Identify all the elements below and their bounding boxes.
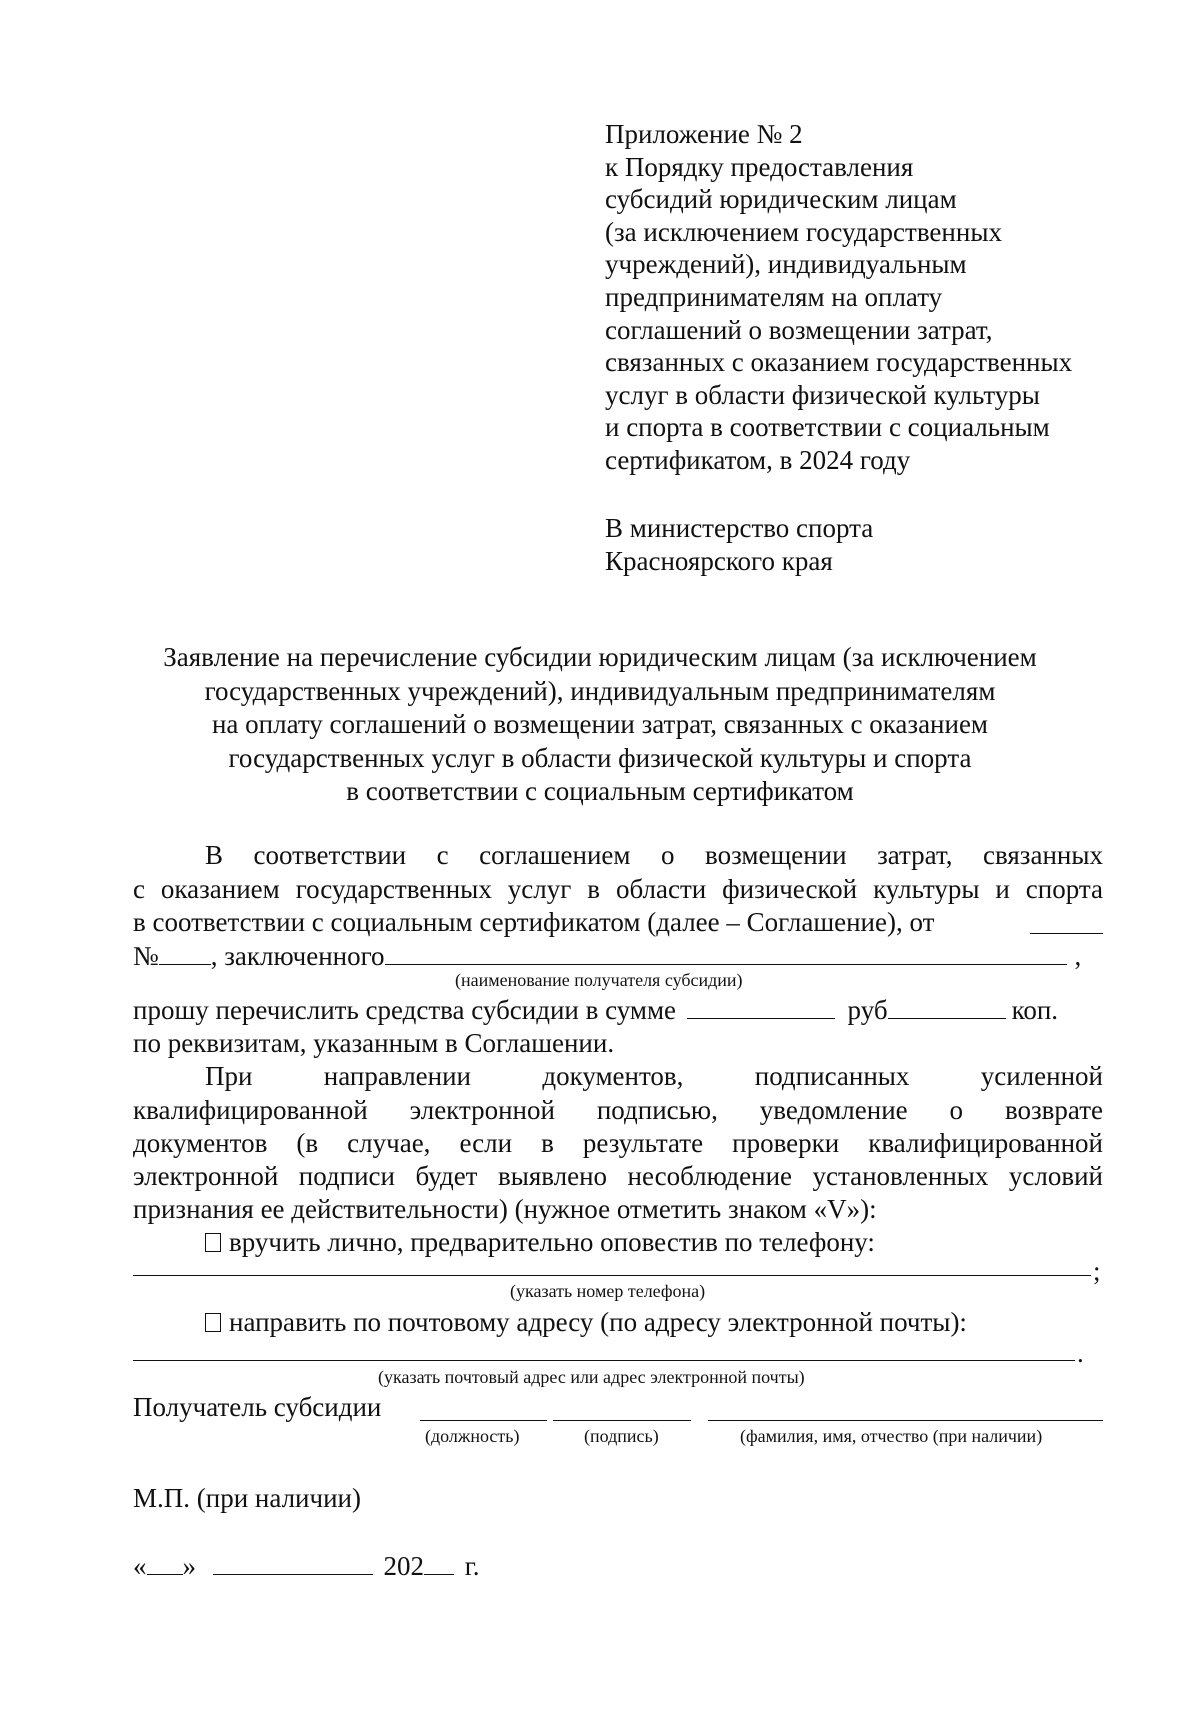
appendix-line: соглашений о возмещении затрат,	[605, 314, 993, 345]
paragraph-1-line-1: В соответствии с соглашением о возмещении затрат, связанных	[205, 840, 1103, 870]
appendix-line: связанных с оказанием государственных	[605, 347, 1073, 378]
option-deliver-personally	[205, 1229, 875, 1256]
phone-field[interactable]	[133, 1275, 1091, 1276]
appendix-line: предпринимателям на оплату	[605, 281, 943, 312]
title-line: Заявление на перечисление субсидии юридическим лицам (за исключением	[163, 642, 1037, 672]
paragraph-2-line-4: электронной подписи будет выявлено несоблюдение установленных условий	[133, 1161, 1103, 1191]
recipient-name-field[interactable]	[385, 942, 1067, 965]
day-field[interactable]	[147, 1552, 183, 1575]
year-prefix: 202	[383, 1551, 424, 1581]
deliver-personally-checkbox[interactable]	[205, 1233, 221, 1252]
requisites-line: по реквизитам, указанным в Соглашении.	[133, 1028, 615, 1058]
option-send-by-mail	[205, 1309, 967, 1336]
appendix-line: и спорта в соответствии с социальным	[605, 412, 1050, 443]
concluded-text: , заключенного	[210, 941, 385, 971]
document-title	[0, 641, 1200, 809]
recipient-label: Получатель субсидии	[133, 1392, 382, 1422]
open-quote: «	[133, 1551, 147, 1581]
period: .	[1077, 1338, 1084, 1368]
appendix-line: к Порядку предоставления	[605, 151, 914, 182]
comma: ,	[1074, 941, 1082, 971]
paragraph-1-line-3: в соответствии с социальным сертификатом (далее – Соглашение), от	[133, 907, 935, 937]
title-line: в соответствии с социальным сертификатом	[346, 776, 854, 806]
rub-label: руб	[847, 995, 888, 1025]
position-caption: (должность)	[425, 1426, 520, 1446]
agreement-number-field[interactable]	[159, 942, 211, 965]
addressee-line: Красноярского края	[605, 546, 833, 576]
paragraph-1-line-2: с оказанием государственных услуг в области физической культуры и спорта	[133, 874, 1103, 904]
paragraph-2-line-3: документов (в случае, если в результате проверки квалифицированной	[133, 1128, 1103, 1158]
semicolon: ;	[1093, 1256, 1101, 1286]
signature-caption: (подпись)	[584, 1426, 659, 1446]
date-line	[133, 1552, 480, 1580]
position-field[interactable]	[420, 1420, 547, 1421]
year-field[interactable]	[424, 1552, 454, 1575]
appendix-line: субсидий юридическим лицам	[605, 184, 957, 215]
year-suffix: г.	[464, 1551, 480, 1581]
kop-label: коп.	[1011, 995, 1059, 1025]
close-quote: »	[182, 1551, 196, 1581]
address-field[interactable]	[133, 1360, 1075, 1361]
paragraph-2-line-5: признания ее действительности) (нужное отметить знаком «V»):	[133, 1194, 877, 1224]
amount-kop-field[interactable]	[888, 996, 1006, 1019]
addressee-line: В министерство спорта	[605, 513, 874, 543]
phone-caption: (указать номер телефона)	[510, 1281, 706, 1301]
option-2-label: направить по почтовому адресу (по адресу электронной почты):	[229, 1307, 967, 1337]
amount-rub-field[interactable]	[687, 996, 835, 1019]
stamp-label: М.П. (при наличии)	[133, 1483, 361, 1513]
appendix-line: услуг в области физической культуры	[605, 379, 1040, 410]
full-name-field[interactable]	[708, 1420, 1103, 1421]
number-sign: №	[133, 941, 159, 971]
addressee-block	[605, 512, 873, 578]
month-field[interactable]	[213, 1552, 373, 1575]
amount-line	[133, 996, 1058, 1024]
signature-field[interactable]	[553, 1420, 691, 1421]
title-line: государственных учреждений), индивидуальным предпринимателям	[204, 675, 996, 706]
paragraph-2-line-1: При направлении документов, подписанных усиленной	[205, 1061, 1103, 1091]
appendix-line: сертификатом, в 2024 году	[605, 444, 911, 475]
title-line: на оплату соглашений о возмещении затрат, связанных с оказанием	[211, 709, 989, 739]
option-1-label: вручить лично, предварительно оповестив по телефону:	[229, 1227, 875, 1257]
agreement-number-line	[133, 942, 1081, 970]
recipient-caption: (наименование получателя субсидии)	[455, 970, 743, 990]
send-by-mail-checkbox[interactable]	[205, 1313, 221, 1332]
appendix-line: (за исключением государственных	[605, 216, 1002, 247]
title-line: государственных услуг в области физической культуры и спорта	[228, 742, 972, 773]
request-text: прошу перечислить средства субсидии в сумме	[133, 995, 677, 1025]
name-caption: (фамилия, имя, отчество (при наличии)	[740, 1426, 1043, 1446]
agreement-date-field[interactable]	[1030, 911, 1103, 934]
appendix-line: учреждений), индивидуальным	[605, 249, 967, 280]
paragraph-2-line-2: квалифицированной электронной подписью, уведомление о возврате	[133, 1095, 1103, 1125]
appendix-line: Приложение № 2	[605, 119, 803, 149]
appendix-block	[605, 118, 1072, 477]
address-caption: (указать почтовый адрес или адрес электронной почты)	[378, 1367, 805, 1387]
